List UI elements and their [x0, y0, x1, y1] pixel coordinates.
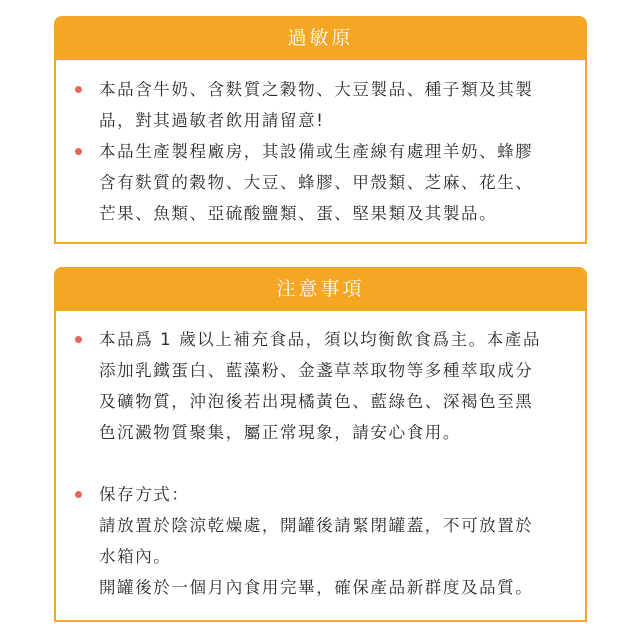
bullet-dot-icon: [75, 148, 82, 155]
notice-list: [56, 311, 585, 603]
allergen-title: 過敏原: [56, 18, 585, 60]
allergen-list: [56, 60, 585, 229]
allergen-item-text: 本品含牛奶、含麩質之穀物、大豆製品、種子類及其製 品，對其過敏者飲用請留意!: [99, 80, 534, 130]
spacer: [72, 448, 565, 479]
list-item: [72, 479, 565, 603]
allergen-card: [54, 16, 587, 244]
notice-title: 注意事項: [56, 269, 585, 311]
list-item: [72, 74, 565, 136]
bullet-dot-icon: [75, 86, 82, 93]
allergen-item-text: 本品生產製程廠房，其設備或生產線有處理羊奶、蜂膠 含有麩質的穀物、大豆、蜂膠、甲殼類、芝麻、花生、 芒果、魚類、亞硫酸鹽類、蛋、堅果類及其製品。: [99, 142, 534, 223]
bullet-dot-icon: [75, 491, 82, 498]
list-item: [72, 324, 565, 448]
notice-item-text: 保存方式： 請放置於陰涼乾燥處，開罐後請緊閉罐蓋，不可放置於 水箱內。 開罐後於一個月內食用完畢，確保產品新群度及品質。: [99, 485, 534, 597]
notice-card: [54, 267, 587, 622]
notice-item-text: 本品爲 1 歲以上補充食品，須以均衡飲食爲主。本產品 添加乳鐵蛋白、藍藻粉、金盞草萃取物等多種萃取成分 及礦物質，沖泡後若出現橘黃色、藍綠色、深褐色至黑 色沉澱物質聚集，屬正常現象，請安心食用。: [99, 330, 542, 442]
bullet-dot-icon: [75, 336, 82, 343]
list-item: [72, 136, 565, 229]
